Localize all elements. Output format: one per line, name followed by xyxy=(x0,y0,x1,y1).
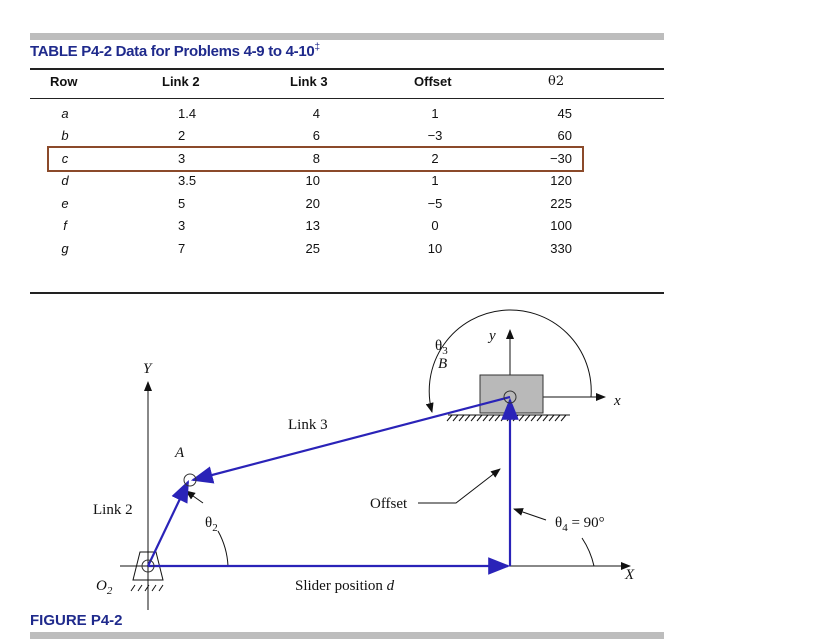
label-x: x xyxy=(614,393,621,409)
table-cell: 45 xyxy=(557,106,572,121)
table-cell: g xyxy=(61,241,69,256)
label-theta4: $\theta_4 = 90^\circ$ xyxy=(555,515,605,534)
table-cell: 2 xyxy=(178,128,186,143)
label-link2: Link 2 xyxy=(93,502,133,518)
table-cell: b xyxy=(61,128,69,143)
label-O2: $O_2$ xyxy=(96,578,113,597)
label-Y: Y xyxy=(143,361,152,377)
table-cell: 10 xyxy=(305,173,320,188)
table-cell: 1 xyxy=(431,173,439,188)
table-cell: d xyxy=(61,173,69,188)
slider-block xyxy=(480,375,543,413)
label-X: X xyxy=(625,567,635,583)
table-cell: 6 xyxy=(312,128,320,143)
table-cell: 8 xyxy=(312,151,320,166)
header-row: Row xyxy=(50,74,78,89)
label-theta2: $\theta_2$ xyxy=(205,515,218,534)
header-link2: Link 2 xyxy=(162,74,200,89)
table-cell: 225 xyxy=(550,196,572,211)
table-cell: 100 xyxy=(550,218,572,233)
table-cell: a xyxy=(61,106,69,121)
table-cell: 20 xyxy=(305,196,320,211)
table-cell: 120 xyxy=(550,173,572,188)
table-cell: 13 xyxy=(305,218,320,233)
table-cell: 3 xyxy=(178,151,186,166)
table-cell: 7 xyxy=(178,241,186,256)
label-offset: Offset xyxy=(370,496,408,512)
label-y: y xyxy=(489,328,496,344)
figure-caption: FIGURE P4-2 xyxy=(30,612,123,629)
table-cell: 3.5 xyxy=(178,173,197,188)
table-cell: 1.4 xyxy=(178,106,197,121)
table-cell: 2 xyxy=(431,151,439,166)
label-A: A xyxy=(175,445,185,461)
header-offset: Offset xyxy=(414,74,452,89)
ground-hatch xyxy=(447,415,566,421)
table-title: TABLE P4-2 Data for Problems 4-9 to 4-10‡ xyxy=(30,42,320,60)
table-cell: 60 xyxy=(557,128,572,143)
table-cell: −3 xyxy=(427,128,443,143)
header-link3: Link 3 xyxy=(290,74,328,89)
table-cell: 0 xyxy=(431,218,439,233)
bottom-rule-band xyxy=(30,632,664,639)
link2-vector xyxy=(148,482,188,566)
table-cell: f xyxy=(63,218,67,233)
theta4-arc xyxy=(582,538,594,566)
table-cell: 4 xyxy=(312,106,320,121)
table-cell: 330 xyxy=(550,241,572,256)
table-cell: 5 xyxy=(178,196,186,211)
table-cell: −30 xyxy=(549,151,572,166)
table-cell: 1 xyxy=(431,106,439,121)
table-cell: 25 xyxy=(305,241,320,256)
table-cell: 3 xyxy=(178,218,186,233)
theta2-arc xyxy=(218,531,228,566)
header-theta2: θ2 xyxy=(548,74,565,89)
label-link3: Link 3 xyxy=(288,417,328,433)
table-cell: c xyxy=(61,151,69,166)
link3-vector xyxy=(193,397,510,480)
table-cell: 10 xyxy=(427,241,443,256)
table-cell: e xyxy=(61,196,69,211)
label-B: B xyxy=(438,356,448,372)
label-theta3: $\theta_3$ xyxy=(435,338,448,357)
label-slider-position: Slider position d xyxy=(295,578,395,594)
table-cell: −5 xyxy=(427,196,443,211)
offset-leader xyxy=(418,469,500,503)
